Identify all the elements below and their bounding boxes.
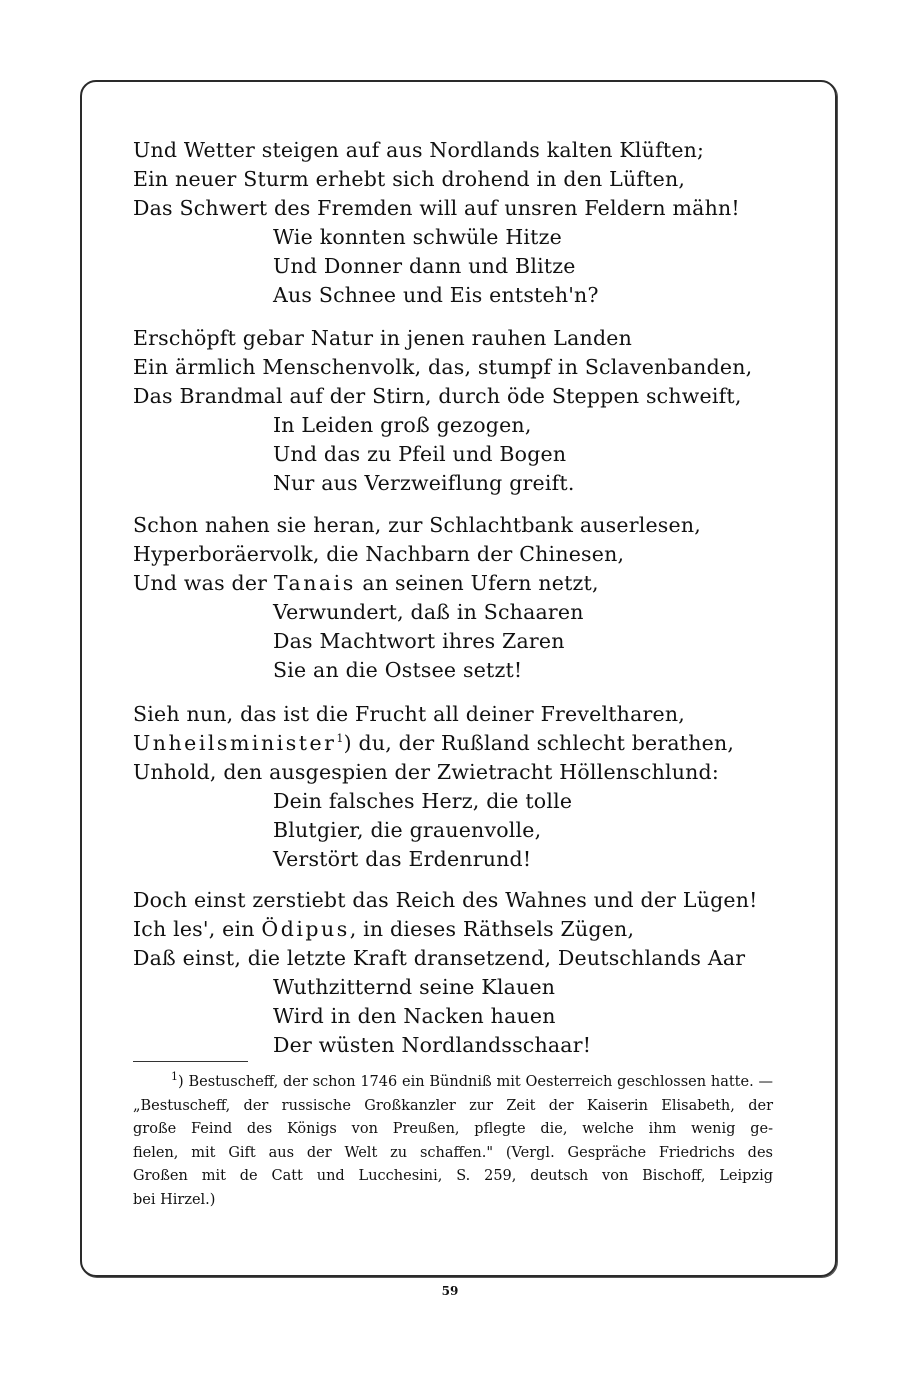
verse-line: Hyperboräervolk, die Nachbarn der Chinesen, [133, 542, 625, 566]
page-number: 59 [441, 1284, 459, 1298]
verse-line-indented: Wird in den Nacken hauen [273, 1004, 556, 1028]
verse-line: Ein neuer Sturm erhebt sich drohend in den Lüften, [133, 167, 686, 191]
verse-line-indented: Das Machtwort ihres Zaren [273, 629, 565, 653]
footnote-text: ) Bestuscheff, der schon 1746 ein Bündniß mit Oesterreich geschlossen hatte. — [178, 1074, 773, 1090]
verse-line: Unhold, den ausgespien der Zwietracht Höllenschlund: [133, 760, 719, 784]
footnote-line: „Bestuscheff, der russische Großkanzler zur Zeit der Kaiserin Elisabeth, der [133, 1097, 773, 1114]
verse-line: Das Brandmal auf der Stirn, durch öde Steppen schweift, [133, 384, 742, 408]
verse-line-indented: Und Donner dann und Blitze [273, 254, 576, 278]
verse-line: Erschöpft gebar Natur in jenen rauhen Landen [133, 326, 632, 350]
verse-line-indented: Verwundert, daß in Schaaren [273, 600, 584, 624]
verse-line: Das Schwert des Fremden will auf unsren Feldern mähn! [133, 196, 740, 220]
verse-line: Daß einst, die letzte Kraft dransetzend, Deutschlands Aar [133, 946, 746, 970]
footnote-line: fielen, mit Gift aus der Welt zu schaffen." (Vergl. Gespräche Friedrichs des [133, 1144, 773, 1161]
verse-line-indented: Verstört das Erdenrund! [273, 847, 532, 871]
verse-line: Und Wetter steigen auf aus Nordlands kalten Klüften; [133, 138, 705, 162]
footnote-marker: 1 [336, 732, 344, 746]
verse-line-indented: Und das zu Pfeil und Bogen [273, 442, 567, 466]
spaced-word-unheilsminister: Unheilsminister [133, 731, 337, 755]
stanza-2 [133, 324, 793, 498]
spaced-name-tanais: Tanais [273, 571, 356, 595]
verse-line: Sieh nun, das ist die Frucht all deiner Freveltharen, [133, 702, 685, 726]
verse-line-indented: Wie konnten schwüle Hitze [273, 225, 562, 249]
verse-line-indented: Sie an die Ostsee setzt! [273, 658, 523, 682]
stanza-1 [133, 136, 793, 310]
footnote-rule [133, 1061, 248, 1062]
verse-text: Ich les', ein [133, 917, 262, 941]
footnote [133, 1071, 773, 1213]
verse-line-indented: Blutgier, die grauenvolle, [273, 818, 542, 842]
verse-text: an seinen Ufern netzt, [355, 571, 599, 595]
verse-line-indented: In Leiden groß gezogen, [273, 413, 532, 437]
verse-line: Doch einst zerstiebt das Reich des Wahnes und der Lügen! [133, 888, 758, 912]
verse-line-indented: Wuthzitternd seine Klauen [273, 975, 556, 999]
verse-text: , in dieses Räthsels Zügen, [349, 917, 635, 941]
verse-line: Ein ärmlich Menschenvolk, das, stumpf in Sclavenbanden, [133, 355, 753, 379]
stanza-3 [133, 511, 793, 685]
spaced-name-oedipus: Ödipus [261, 917, 350, 941]
footnote-line: Großen mit de Catt und Lucchesini, S. 259, deutsch von Bischoff, Leipzig [133, 1168, 773, 1185]
verse-line [133, 729, 793, 758]
stanza-4 [133, 700, 793, 874]
footnote-line: bei Hirzel.) [133, 1191, 216, 1208]
verse-line: Schon nahen sie heran, zur Schlachtbank auserlesen, [133, 513, 701, 537]
verse-line [133, 915, 793, 944]
verse-line-indented: Nur aus Verzweiflung greift. [273, 471, 575, 495]
verse-line-indented: Der wüsten Nordlandsschaar! [273, 1033, 592, 1057]
verse-line [133, 569, 793, 598]
footnote-line [133, 1071, 773, 1095]
verse-line-indented: Aus Schnee und Eis entsteh'n? [273, 283, 599, 307]
verse-text: Und was der [133, 571, 274, 595]
verse-line-indented: Dein falsches Herz, die tolle [273, 789, 573, 813]
footnote-number: 1 [171, 1070, 178, 1084]
verse-text: ) du, der Rußland schlecht berathen, [343, 731, 735, 755]
footnote-line: große Feind des Königs von Preußen, pflegte die, welche ihm wenig ge- [133, 1121, 773, 1138]
stanza-5 [133, 886, 793, 1060]
